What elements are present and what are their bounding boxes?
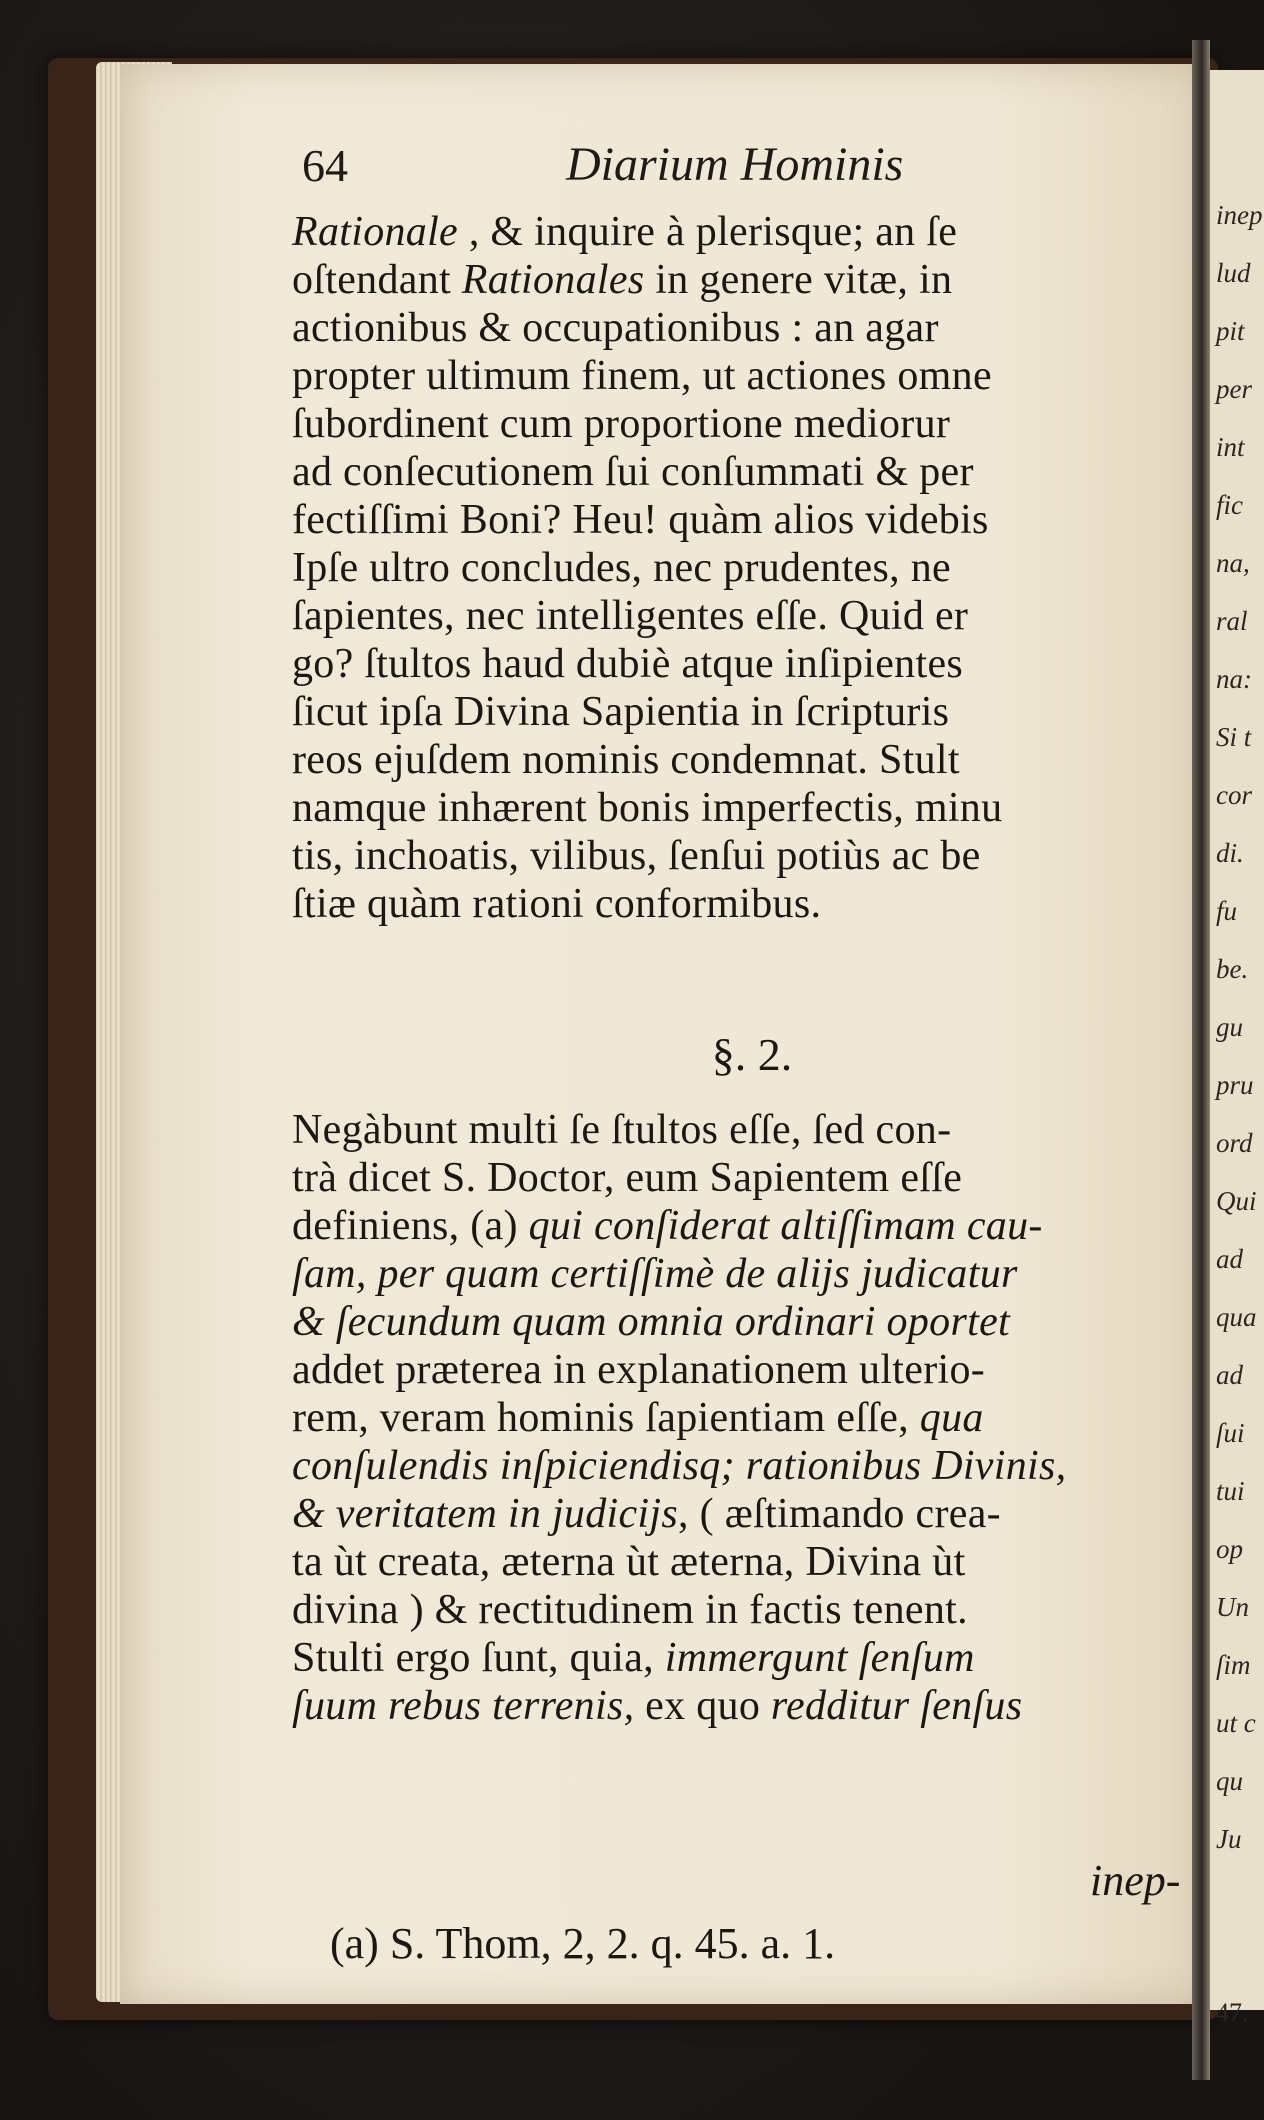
text-segment: ſam, per quam certiſſimè de alijs judicatur xyxy=(292,1251,1018,1297)
text-segment: immergunt ſenſum xyxy=(664,1635,975,1681)
text-segment: redditur ſenſus xyxy=(770,1683,1023,1729)
text-segment: reos ejuſdem nominis condemnat. Stult xyxy=(292,737,960,783)
facing-page-text: fic xyxy=(1216,490,1243,520)
text-segment: ſicut ipſa Divina Sapientia in ſcripturis xyxy=(292,689,950,735)
text-line xyxy=(292,1442,1192,1490)
text-line xyxy=(292,592,1192,640)
facing-page-text: qua xyxy=(1216,1302,1257,1332)
facing-page-text: ut c xyxy=(1216,1708,1256,1738)
facing-page-text: ad xyxy=(1216,1360,1243,1390)
facing-page-footnote: 47. xyxy=(1216,1998,1249,2027)
text-segment: rem, veram hominis ſapientiam eſſe, xyxy=(292,1395,920,1441)
text-segment: conſulendis inſpiciendisq; rationibus Divinis, xyxy=(292,1443,1067,1489)
text-segment: Rationale xyxy=(292,209,459,255)
facing-page-text: per xyxy=(1216,374,1252,404)
body-text xyxy=(292,208,1192,1729)
text-segment: ta ùt creata, æterna ùt æterna, Divina ùt xyxy=(292,1539,966,1585)
text-segment: ſtiæ quàm rationi conformibus. xyxy=(292,881,822,927)
facing-page-text: pru xyxy=(1216,1070,1254,1100)
text-line xyxy=(292,1298,1192,1346)
page-number: 64 xyxy=(302,140,348,191)
paragraph-1 xyxy=(292,208,1192,928)
facing-page-text: lud xyxy=(1216,258,1251,288)
text-segment: ſubordinent cum proportione mediorur xyxy=(292,401,951,447)
catchword: inep- xyxy=(1090,1856,1181,1905)
text-segment: fectiſſimi Boni? Heu! quàm alios videbis xyxy=(292,497,989,543)
text-segment: ex quo xyxy=(634,1683,771,1729)
text-segment: tis, inchoatis, vilibus, ſenſui potiùs ac be xyxy=(292,833,981,879)
text-segment: qua xyxy=(919,1395,984,1441)
text-segment: in genere vitæ, in xyxy=(644,257,953,303)
text-line xyxy=(292,1538,1192,1586)
text-segment: ſapientes, nec intelligentes eſſe. Quid er xyxy=(292,593,969,639)
text-line xyxy=(292,496,1192,544)
facing-page-text: tui xyxy=(1216,1476,1245,1506)
facing-page-text: pit xyxy=(1216,316,1245,346)
facing-page-text: Qui xyxy=(1216,1186,1257,1216)
text-line xyxy=(292,640,1192,688)
facing-page-text: ral xyxy=(1216,606,1248,636)
facing-page-text: qu xyxy=(1216,1766,1243,1796)
paragraph-2 xyxy=(292,1106,1192,1730)
text-segment: trà dicet S. Doctor, eum Sapientem eſſe xyxy=(292,1155,963,1201)
text-line xyxy=(292,1394,1192,1442)
facing-page-text: op xyxy=(1216,1534,1243,1564)
text-segment: go? ſtultos haud dubiè atque inſipientes xyxy=(292,641,964,687)
facing-page-text: ad xyxy=(1216,1244,1243,1274)
text-line xyxy=(292,1106,1192,1154)
text-segment: ſuum rebus terrenis, xyxy=(292,1683,635,1729)
text-line xyxy=(292,1250,1192,1298)
text-segment: propter ultimum finem, ut actiones omne xyxy=(292,353,992,399)
footnote: (a) S. Thom, 2, 2. q. 45. a. 1. xyxy=(330,1919,836,1968)
facing-page-text: gu xyxy=(1216,1012,1243,1042)
text-segment: divina ) & rectitudinem in factis tenent. xyxy=(292,1587,968,1633)
facing-page-text: Un xyxy=(1216,1592,1249,1622)
text-segment: & veritatem in judicijs xyxy=(292,1491,679,1537)
facing-page-text: ſim xyxy=(1216,1650,1251,1680)
text-segment: Rationales xyxy=(461,257,645,303)
facing-page-text: na: xyxy=(1216,664,1252,694)
text-line xyxy=(292,256,1192,304)
facing-page-text: inep xyxy=(1216,200,1263,230)
text-line xyxy=(292,880,1192,928)
text-segment: Ipſe ultro concludes, nec prudentes, ne xyxy=(292,545,951,591)
text-segment: oſtendant xyxy=(292,257,462,303)
facing-page-text: ſui xyxy=(1216,1418,1245,1448)
text-line xyxy=(292,352,1192,400)
text-segment: Stulti ergo ſunt, quia, xyxy=(292,1635,665,1681)
facing-page-text: na, xyxy=(1216,548,1250,578)
text-segment: , ( æſtimando crea- xyxy=(678,1491,1001,1537)
text-segment: Negàbunt multi ſe ſtultos eſſe, ſed con- xyxy=(292,1107,952,1153)
text-line xyxy=(292,688,1192,736)
section-marker: §. 2. xyxy=(711,1029,793,1080)
text-segment: actionibus & occupationibus : an agar xyxy=(292,305,939,351)
text-line xyxy=(292,208,1192,256)
text-line xyxy=(292,1634,1192,1682)
text-line xyxy=(292,736,1192,784)
text-line xyxy=(292,1346,1192,1394)
facing-page-text: be. xyxy=(1216,954,1249,984)
facing-page-text: di. xyxy=(1216,838,1244,868)
text-segment: qui conſiderat altiſſimam cau- xyxy=(528,1203,1043,1249)
text-segment: namque inhærent bonis imperfectis, minu xyxy=(292,785,1003,831)
facing-page-text: ord xyxy=(1216,1128,1253,1158)
text-line xyxy=(292,1586,1192,1634)
text-segment: definiens, (a) xyxy=(292,1203,529,1249)
text-line xyxy=(292,1682,1192,1730)
book-gutter xyxy=(1192,40,1210,2080)
page-header xyxy=(296,137,1176,191)
text-line xyxy=(292,832,1192,880)
text-segment: & ſecundum quam omnia ordinari oportet xyxy=(292,1299,1010,1345)
facing-page-text: fu xyxy=(1216,896,1238,926)
text-line xyxy=(292,304,1192,352)
text-line xyxy=(292,1202,1192,1250)
text-line xyxy=(292,1154,1192,1202)
running-title: Diarium Hominis xyxy=(566,138,904,191)
text-line xyxy=(292,400,1192,448)
text-line xyxy=(292,784,1192,832)
facing-page-fragment xyxy=(1210,70,1264,2027)
text-line xyxy=(292,448,1192,496)
text-segment: , & inquire à plerisque; an ſe xyxy=(458,209,958,255)
text-segment: addet præterea in explanationem ulterio- xyxy=(292,1347,986,1393)
facing-page-text: int xyxy=(1216,432,1245,462)
facing-page-text: Si t xyxy=(1216,722,1252,752)
text-line xyxy=(292,544,1192,592)
facing-page-text: cor xyxy=(1216,780,1252,810)
text-line xyxy=(292,1490,1192,1538)
facing-page-text: Ju xyxy=(1216,1824,1242,1854)
text-segment: ad conſecutionem ſui conſummati & per xyxy=(292,449,974,495)
